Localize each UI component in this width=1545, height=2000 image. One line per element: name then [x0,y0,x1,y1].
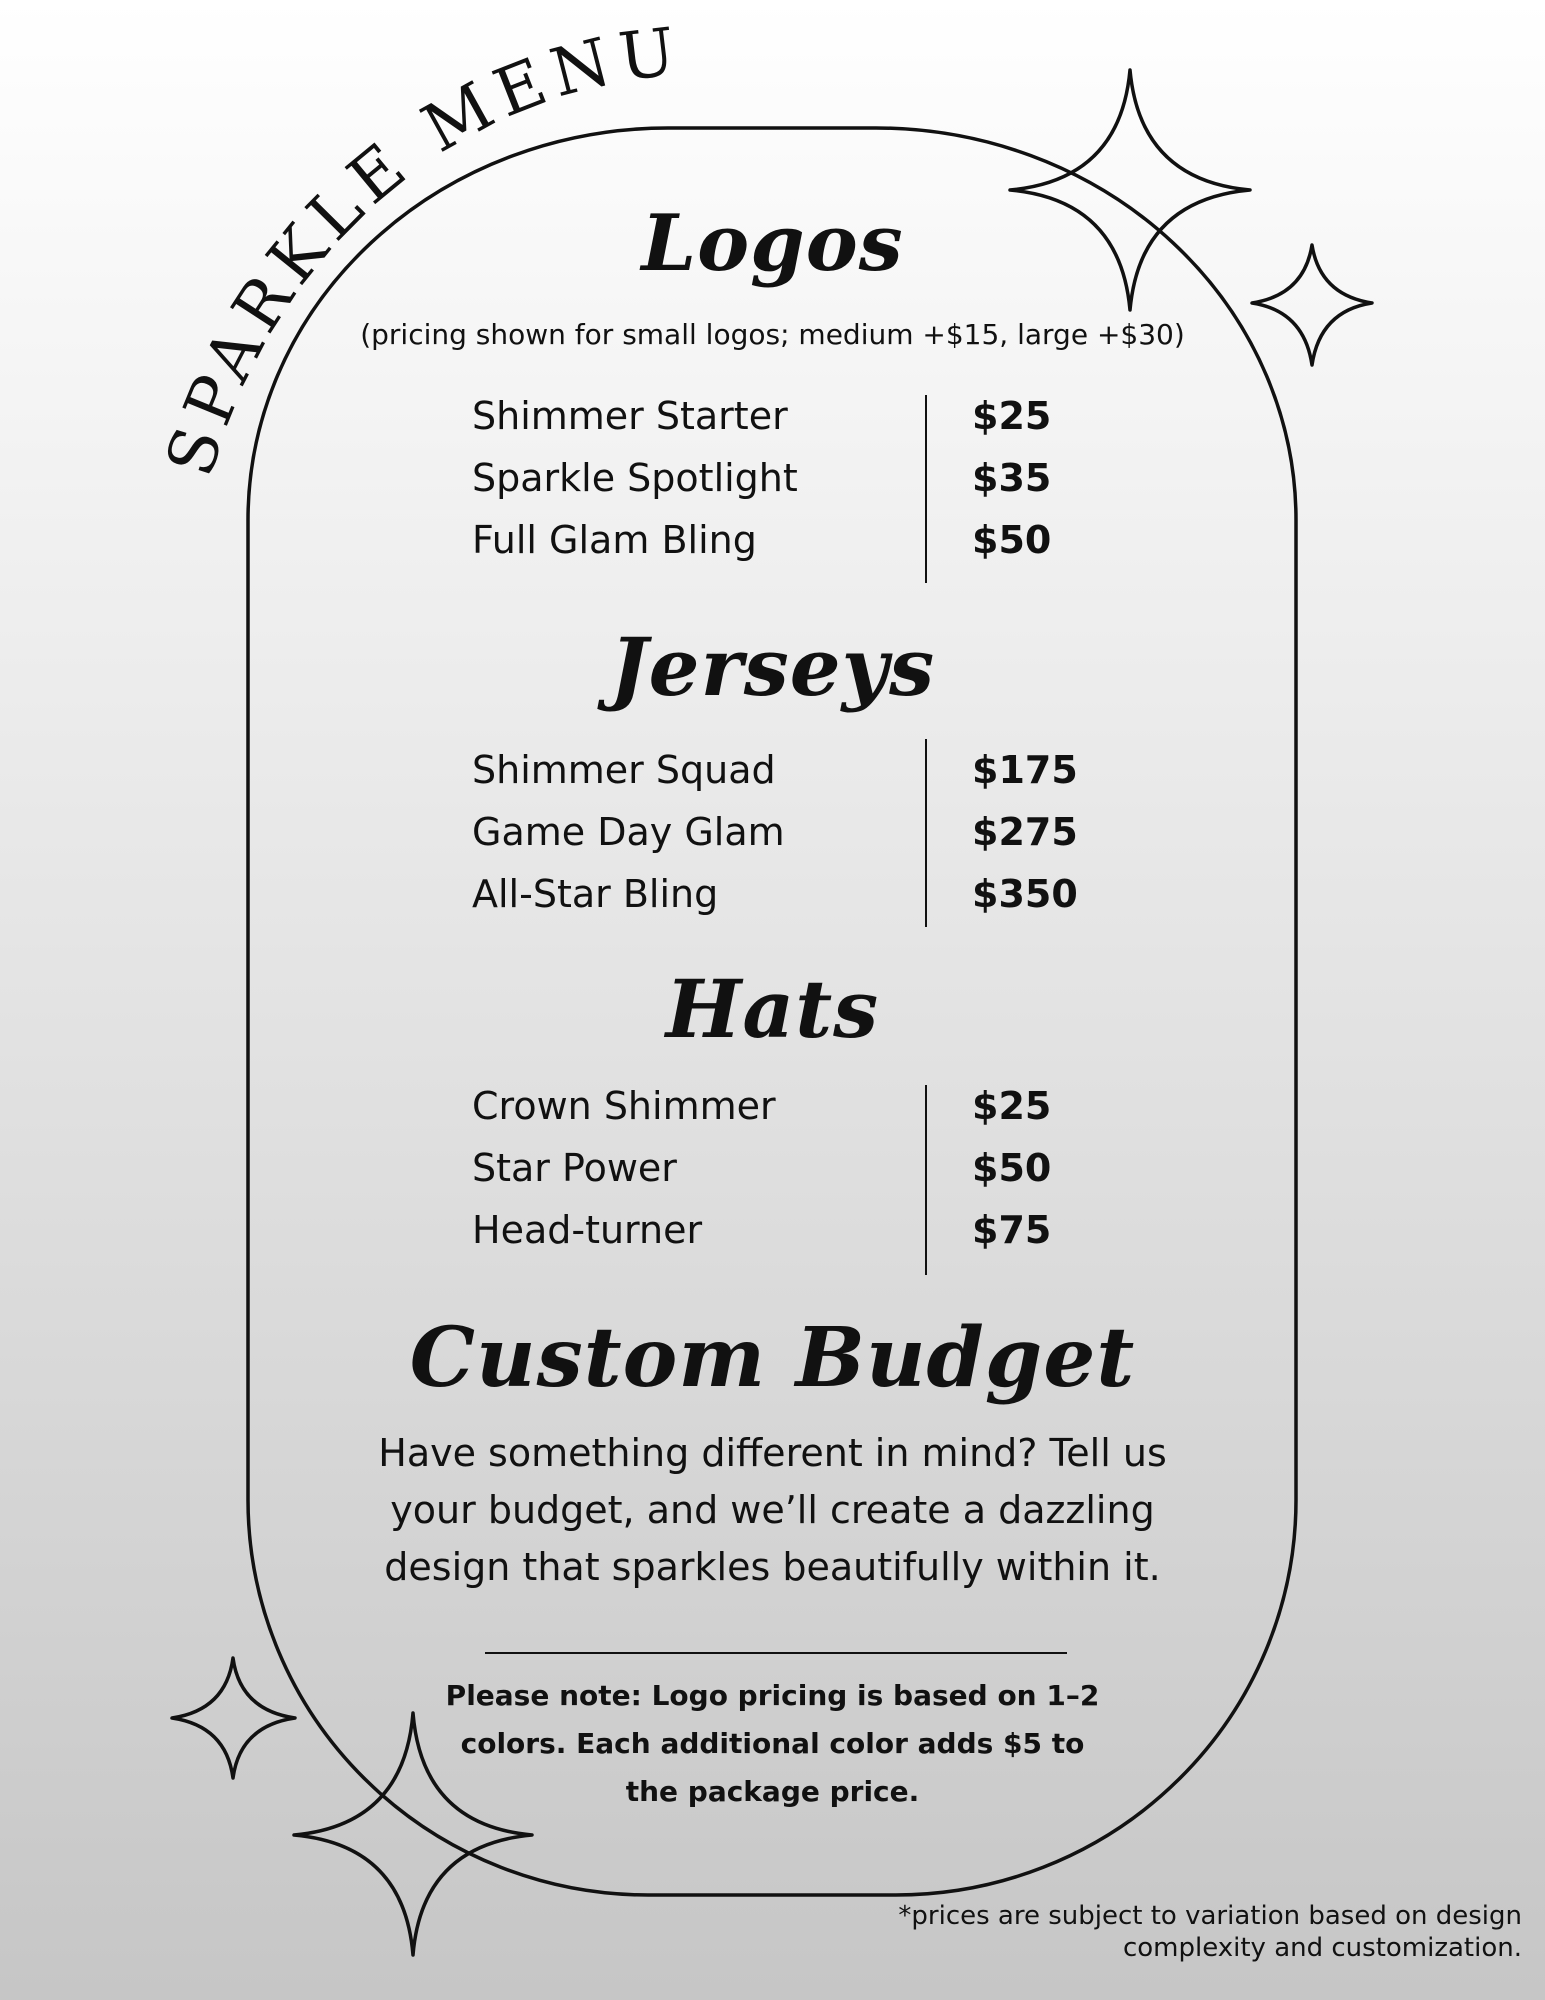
item-price: $275 [972,810,1078,854]
menu-item [472,1137,1112,1199]
price-disclaimer: *prices are subject to variation based on design complexity and customization. [898,1901,1522,1963]
section-title-custom-budget: Custom Budget [409,1310,1136,1406]
menu-item [472,509,1112,571]
section-title-hats: Hats [665,962,880,1056]
item-name: All-Star Bling [472,872,719,916]
logos-menu-list [472,385,1112,571]
item-name: Full Glam Bling [472,518,757,562]
menu-item [472,1075,1112,1137]
item-name: Shimmer Starter [472,394,788,438]
menu-item [472,385,1112,447]
item-price: $350 [972,872,1078,916]
menu-title: SPARKLE MENU [151,12,688,485]
jerseys-menu-list [472,739,1112,925]
menu-item [472,1199,1112,1261]
item-price: $50 [972,518,1052,562]
item-name: Head-turner [472,1208,703,1252]
item-price: $25 [972,394,1052,438]
item-price: $50 [972,1146,1052,1190]
horizontal-divider [485,1652,1067,1654]
item-price: $75 [972,1208,1052,1252]
item-name: Crown Shimmer [472,1084,776,1128]
item-price: $175 [972,748,1078,792]
custom-budget-description: Have something different in mind? Tell us your budget, and we’ll create a dazzling design that sparkles beautifully within it. [378,1431,1167,1589]
section-title-logos: Logos [641,198,904,289]
menu-item [472,801,1112,863]
menu-item [472,447,1112,509]
item-name: Shimmer Squad [472,748,776,792]
pricing-note: Please note: Logo pricing is based on 1–2 colors. Each additional color adds $5 to the package price. [445,1679,1100,1808]
item-name: Game Day Glam [472,810,785,854]
section-title-jerseys: Jerseys [609,620,936,714]
item-name: Sparkle Spotlight [472,456,798,500]
menu-item [472,739,1112,801]
item-price: $25 [972,1084,1052,1128]
sparkle-star-icon [172,1658,295,1778]
menu-item [472,863,1112,925]
hats-menu-list [472,1075,1112,1261]
item-name: Star Power [472,1146,677,1190]
logo-size-pricing-note: (pricing shown for small logos; medium +$15, large +$30) [360,318,1185,351]
item-price: $35 [972,456,1052,500]
